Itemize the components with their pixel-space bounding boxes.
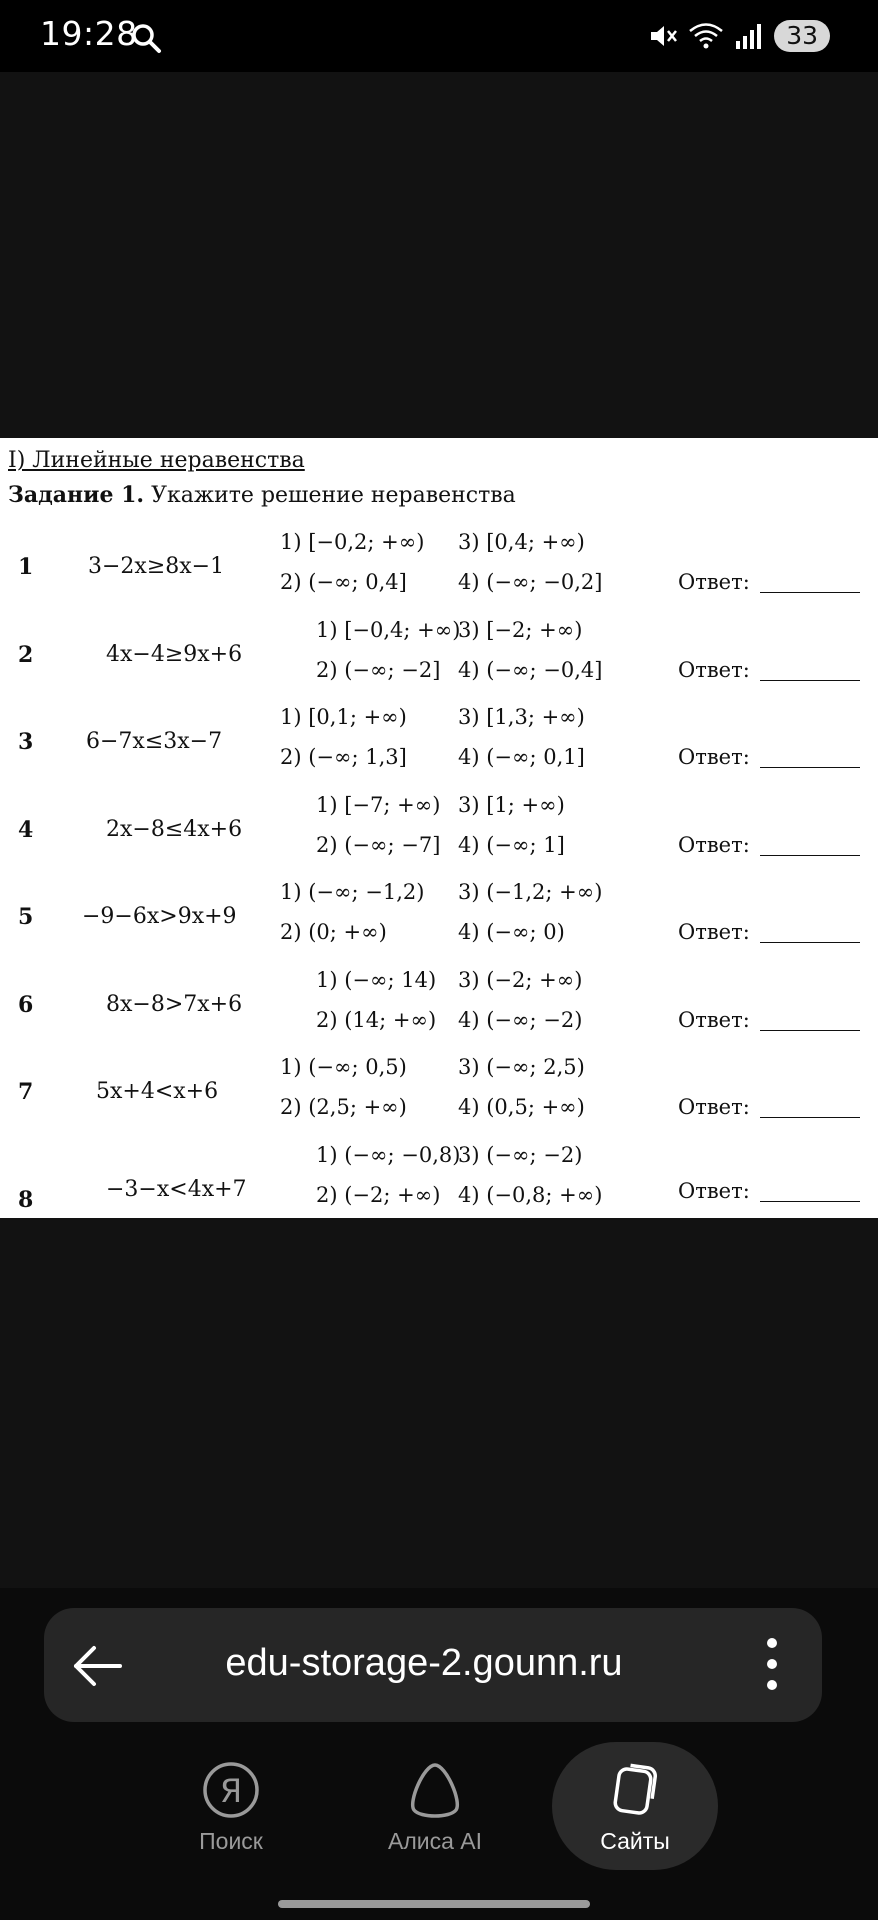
answer-blank (760, 941, 860, 943)
row-number: 3 (18, 729, 34, 755)
inequality: −9−6x>9x+9 (82, 904, 237, 929)
nav-label: Сайты (600, 1828, 670, 1854)
answer-blank (760, 854, 860, 856)
answer-label: Ответ: (678, 570, 750, 594)
task-row (0, 968, 878, 1056)
row-number: 7 (18, 1079, 34, 1105)
answer-blank (760, 1029, 860, 1031)
option-2: 2) (−∞; −2] (316, 657, 441, 682)
task-row (0, 793, 878, 881)
option-1: 1) [−0,4; +∞) (316, 617, 461, 642)
row-number: 4 (18, 816, 34, 843)
option-4: 4) (−∞; 0) (458, 920, 565, 944)
option-2: 2) (−2; +∞) (316, 1182, 441, 1207)
row-number: 2 (18, 641, 34, 668)
answer-label: Ответ: (678, 832, 750, 857)
option-3: 3) [1,3; +∞) (458, 705, 585, 729)
row-number: 5 (18, 904, 34, 930)
inequality: 4x−4≥9x+6 (106, 641, 243, 667)
option-4: 4) (−0,8; +∞) (458, 1182, 603, 1207)
viewer-background-top (0, 72, 878, 438)
option-1: 1) (−∞; 14) (316, 967, 437, 992)
nav-sites[interactable] (552, 1742, 718, 1870)
option-2: 2) (−∞; 1,3] (280, 745, 407, 769)
task-label: Задание 1. (8, 482, 145, 508)
task-heading (8, 482, 516, 508)
nav-label: Алиса AI (387, 1828, 483, 1854)
back-arrow-icon[interactable] (68, 1636, 128, 1696)
row-number: 1 (18, 554, 34, 580)
task-row (0, 880, 878, 968)
inequality: 6−7x≤3x−7 (86, 729, 223, 754)
answer-blank (760, 679, 860, 681)
yandex-icon (201, 1760, 261, 1820)
option-3: 3) (−∞; 2,5) (458, 1055, 585, 1079)
option-1: 1) (−∞; −1,2) (280, 880, 425, 904)
option-4: 4) (0,5; +∞) (458, 1095, 585, 1119)
status-icons (648, 18, 830, 54)
mute-icon (648, 21, 678, 51)
row-number: 8 (18, 1186, 34, 1213)
answer-blank (760, 1116, 860, 1118)
option-4: 4) (−∞; −0,4] (458, 657, 603, 682)
option-2: 2) (0; +∞) (280, 920, 387, 944)
answer-field (678, 570, 860, 594)
row-number: 6 (18, 991, 34, 1018)
search-icon (130, 22, 162, 54)
nav-alice[interactable] (352, 1742, 518, 1870)
option-1: 1) [0,1; +∞) (280, 705, 407, 729)
signal-icon (734, 21, 764, 51)
option-2: 2) (−∞; −7] (316, 832, 441, 857)
browser-chrome (0, 1588, 878, 1920)
option-4: 4) (−∞; −2) (458, 1007, 583, 1032)
status-bar (0, 0, 878, 72)
answer-field (678, 745, 860, 769)
option-1: 1) (−∞; −0,8) (316, 1142, 461, 1167)
section-title: I) Линейные неравенства (8, 448, 305, 473)
task-row (0, 1055, 878, 1143)
answer-label: Ответ: (678, 1178, 750, 1203)
option-1: 1) [−0,2; +∞) (280, 530, 425, 554)
option-3: 3) [1; +∞) (458, 792, 565, 817)
inequality: 5x+4<x+6 (96, 1079, 219, 1104)
url-text[interactable]: edu-storage-2.gounn.ru (225, 1642, 623, 1684)
answer-field (678, 833, 860, 857)
svg-text:Я: Я (219, 1772, 243, 1810)
tabs-icon (605, 1760, 665, 1820)
document-page (0, 438, 878, 1218)
answer-field (678, 920, 860, 944)
viewer-background-bottom (0, 1218, 878, 1588)
option-2: 2) (−∞; 0,4] (280, 570, 407, 594)
answer-field (678, 1095, 860, 1119)
inequality: 2x−8≤4x+6 (106, 816, 243, 842)
option-4: 4) (−∞; −0,2] (458, 570, 603, 594)
inequality: 3−2x≥8x−1 (88, 554, 225, 579)
option-2: 2) (14; +∞) (316, 1007, 437, 1032)
task-row (0, 705, 878, 793)
option-3: 3) (−∞; −2) (458, 1142, 583, 1167)
answer-field (678, 1179, 860, 1203)
url-bar[interactable] (44, 1608, 822, 1722)
answer-label: Ответ: (678, 1007, 750, 1032)
answer-blank (760, 766, 860, 768)
answer-field (678, 658, 860, 682)
task-text: Укажите решение неравенства (151, 483, 516, 508)
inequality: −3−x<4x+7 (106, 1176, 247, 1202)
wifi-icon (688, 21, 724, 51)
task-row (0, 618, 878, 706)
option-1: 1) (−∞; 0,5) (280, 1055, 407, 1079)
answer-label: Ответ: (678, 657, 750, 682)
answer-blank (760, 591, 860, 593)
nav-search[interactable] (148, 1742, 314, 1870)
nav-label: Поиск (199, 1828, 263, 1854)
option-4: 4) (−∞; 1] (458, 832, 565, 857)
more-menu-icon[interactable] (762, 1638, 782, 1694)
status-time: 19:28 (40, 14, 138, 53)
answer-label: Ответ: (678, 745, 750, 769)
option-3: 3) (−2; +∞) (458, 967, 583, 992)
option-4: 4) (−∞; 0,1] (458, 745, 585, 769)
answer-field (678, 1008, 860, 1032)
option-3: 3) (−1,2; +∞) (458, 880, 603, 904)
answer-label: Ответ: (678, 920, 750, 944)
battery-badge: 33 (774, 20, 830, 52)
task-row (0, 530, 878, 618)
inequality: 8x−8>7x+6 (106, 991, 243, 1017)
option-3: 3) [0,4; +∞) (458, 530, 585, 554)
alice-icon (404, 1760, 466, 1820)
option-2: 2) (2,5; +∞) (280, 1095, 407, 1119)
home-indicator[interactable] (278, 1900, 590, 1908)
answer-label: Ответ: (678, 1095, 750, 1119)
answer-blank (760, 1200, 860, 1202)
bottom-nav (0, 1742, 878, 1870)
option-3: 3) [−2; +∞) (458, 617, 583, 642)
option-1: 1) [−7; +∞) (316, 792, 441, 817)
